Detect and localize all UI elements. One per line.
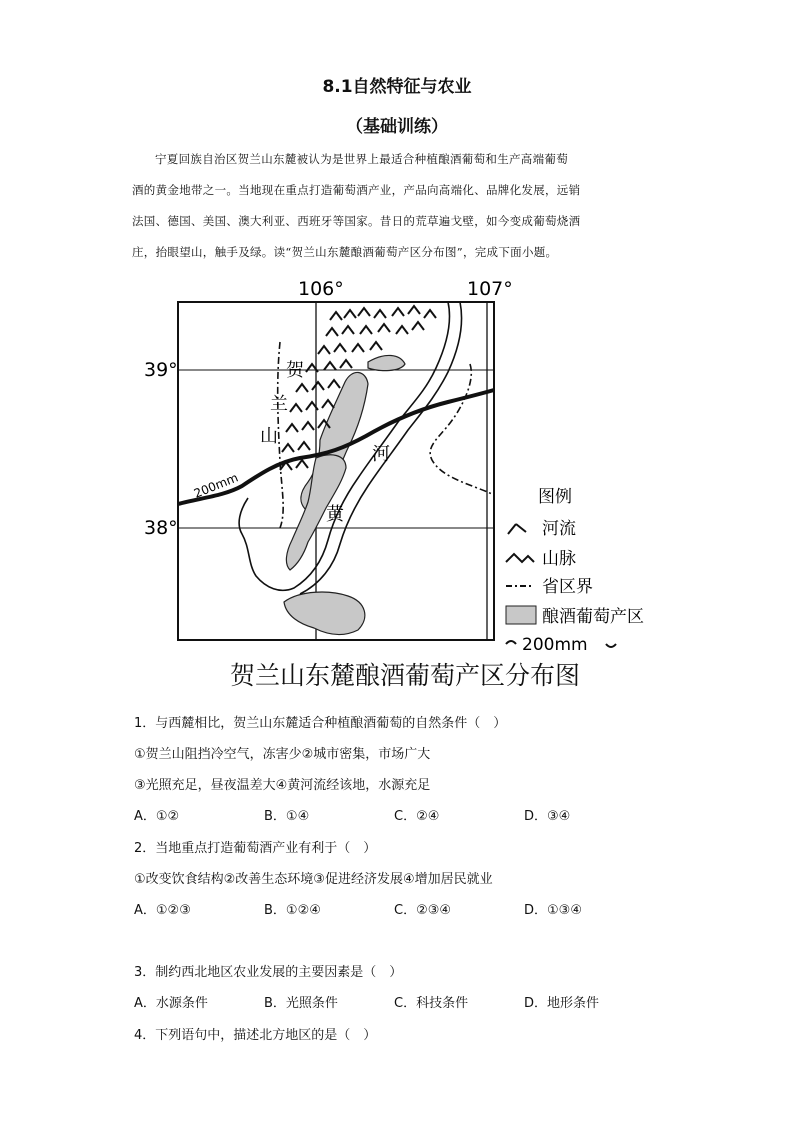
vineyard-legend-icon bbox=[506, 606, 536, 624]
answer-options bbox=[134, 805, 654, 824]
river-label: 黄 bbox=[326, 504, 344, 525]
question-statement-line: ①贺兰山阻挡冷空气，冻害少②城市密集，市场广大 bbox=[134, 747, 431, 762]
option-d[interactable]: D．地形条件 bbox=[524, 996, 600, 1011]
legend-item: 省区界 bbox=[542, 577, 593, 597]
question-stem: 4．下列语句中，描述北方地区的是（ ） bbox=[134, 1028, 377, 1043]
option-b[interactable]: B．①②④ bbox=[264, 903, 321, 918]
intro-line: 宁夏回族自治区贺兰山东麓被认为是世界上最适合种植酿酒葡萄和生产高端葡萄 bbox=[155, 152, 568, 166]
option-a[interactable]: A．水源条件 bbox=[134, 996, 208, 1011]
option-c[interactable]: C．②④ bbox=[394, 809, 440, 824]
lat-label-39: 39° bbox=[144, 359, 178, 381]
isoline-legend-icon bbox=[606, 644, 616, 647]
mountain-label: 山 bbox=[260, 426, 278, 447]
option-c[interactable]: C．科技条件 bbox=[394, 996, 469, 1011]
legend-title: 图例 bbox=[538, 487, 572, 507]
lon-label-106: 106° bbox=[298, 278, 344, 300]
legend-item: 山脉 bbox=[542, 549, 576, 569]
option-d[interactable]: D．③④ bbox=[524, 809, 571, 824]
legend-item: 200mm bbox=[522, 635, 588, 652]
question-stem: 2．当地重点打造葡萄酒产业有利于（ ） bbox=[134, 841, 377, 856]
option-b[interactable]: B．光照条件 bbox=[264, 996, 338, 1011]
map-legend bbox=[506, 487, 644, 652]
answer-options bbox=[134, 899, 654, 918]
option-c[interactable]: C．②③④ bbox=[394, 903, 452, 918]
legend-item: 酿酒葡萄产区 bbox=[542, 607, 644, 627]
mountain-label: 贺 bbox=[286, 360, 304, 381]
question-statement-line: ①改变饮食结构②改善生态环境③促进经济发展④增加居民就业 bbox=[134, 872, 493, 887]
option-d[interactable]: D．①③④ bbox=[524, 903, 582, 918]
vineyard-region bbox=[284, 592, 365, 634]
vineyard-distribution-map bbox=[130, 272, 670, 652]
page-title: 8.1自然特征与农业 bbox=[322, 77, 472, 97]
legend-item: 河流 bbox=[542, 519, 576, 539]
lat-label-38: 38° bbox=[144, 517, 178, 539]
isoline-legend-icon bbox=[506, 641, 516, 644]
option-a[interactable]: A．①② bbox=[134, 809, 180, 824]
question-statement-line: ③光照充足，昼夜温差大④黄河流经该地，水源充足 bbox=[134, 778, 431, 793]
river-legend-icon bbox=[508, 524, 526, 534]
question-stem: 3．制约西北地区农业发展的主要因素是（ ） bbox=[134, 965, 403, 980]
answer-options bbox=[134, 992, 654, 1011]
option-b[interactable]: B．①④ bbox=[264, 809, 310, 824]
province-boundary bbox=[430, 364, 492, 494]
question-stem: 1．与西麓相比，贺兰山东麓适合种植酿酒葡萄的自然条件（ ） bbox=[134, 716, 507, 731]
mountain-label: 兰 bbox=[270, 394, 288, 415]
isoline-label: 200mm bbox=[191, 470, 241, 501]
intro-paragraph bbox=[132, 144, 662, 268]
map-caption: 贺兰山东麓酿酒葡萄产区分布图 bbox=[229, 661, 580, 690]
river-label: 河 bbox=[372, 444, 390, 465]
page-subtitle: （基础训练） bbox=[346, 117, 448, 137]
vineyard-region bbox=[368, 355, 405, 370]
intro-line: 法国、德国、美国、澳大利亚、西班牙等国家。昔日的荒草遍戈壁，如今变成葡萄烧酒 bbox=[132, 214, 581, 228]
intro-line: 庄，抬眼望山，触手及绿。读“贺兰山东麓酿酒葡萄产区分布图”，完成下面小题。 bbox=[132, 245, 558, 259]
mountain-legend-icon bbox=[506, 554, 534, 562]
lon-label-107: 107° bbox=[467, 278, 513, 300]
option-a[interactable]: A．①②③ bbox=[134, 903, 191, 918]
intro-line: 酒的黄金地带之一。当地现在重点打造葡萄酒产业，产品向高端化、品牌化发展，远销 bbox=[132, 183, 581, 197]
